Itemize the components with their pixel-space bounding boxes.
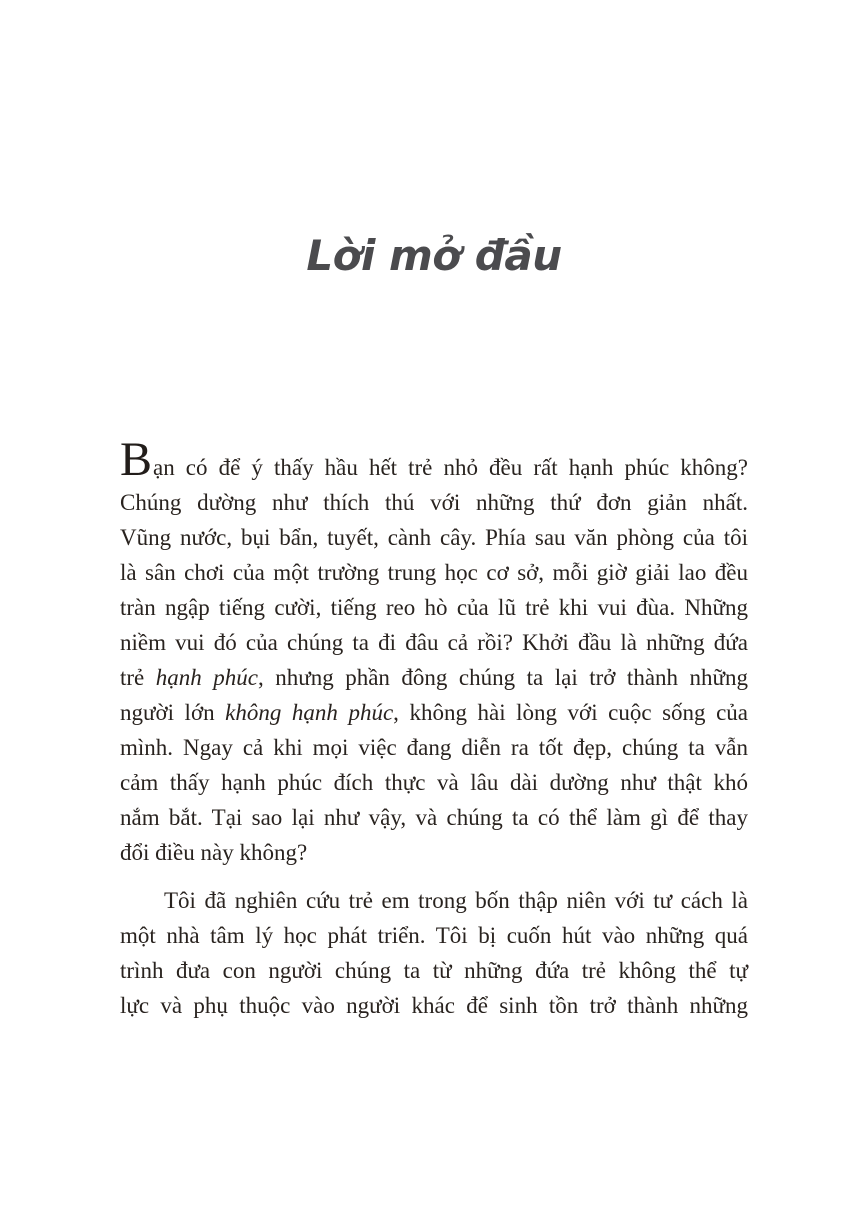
text-line: lực và phụ thuộc vào người khác để sinh tồn trở thành những	[120, 993, 748, 1018]
text-line: người lớn không hạnh phúc, không hài lòng với cuộc sống của	[120, 700, 749, 725]
text-line: nắm bắt. Tại sao lại như vậy, và chúng ta có thể làm gì để thay	[120, 805, 748, 830]
text-line: trình đưa con người chúng ta từ những đứa trẻ không thể tự	[120, 958, 748, 983]
text-line: mình. Ngay cả khi mọi việc đang diễn ra tốt đẹp, chúng ta vẫn	[120, 735, 748, 760]
chapter-heading: Lời mở đầu	[306, 231, 562, 280]
text-line: niềm vui đó của chúng ta đi đâu cả rồi? Khởi đầu là những đứa	[120, 630, 748, 655]
text-line: cảm thấy hạnh phúc đích thực và lâu dài dường như thật khó	[120, 770, 748, 795]
text-line: Tôi đã nghiên cứu trẻ em trong bốn thập niên với tư cách là	[164, 888, 748, 913]
text-line: là sân chơi của một trường trung học cơ sở, mỗi giờ giải lao đều	[120, 560, 748, 585]
paragraph	[120, 433, 749, 870]
text-line: Vũng nước, bụi bẩn, tuyết, cành cây. Phía sau văn phòng của tôi	[120, 525, 748, 550]
body-text	[120, 433, 749, 1023]
text-line: đổi điều này không?	[120, 840, 308, 865]
dropcap-letter: B	[120, 433, 153, 486]
text-line: Chúng dường như thích thú với những thứ đơn giản nhất.	[120, 490, 748, 515]
text-line: một nhà tâm lý học phát triển. Tôi bị cuốn hút vào những quá	[120, 923, 748, 948]
paragraph	[120, 883, 748, 1023]
text-line: trẻ hạnh phúc, nhưng phần đông chúng ta lại trở thành những	[120, 665, 748, 690]
text-line: tràn ngập tiếng cười, tiếng reo hò của lũ trẻ khi vui đùa. Những	[120, 595, 748, 620]
text-line: Bạn có để ý thấy hầu hết trẻ nhỏ đều rất hạnh phúc không?	[120, 433, 748, 486]
